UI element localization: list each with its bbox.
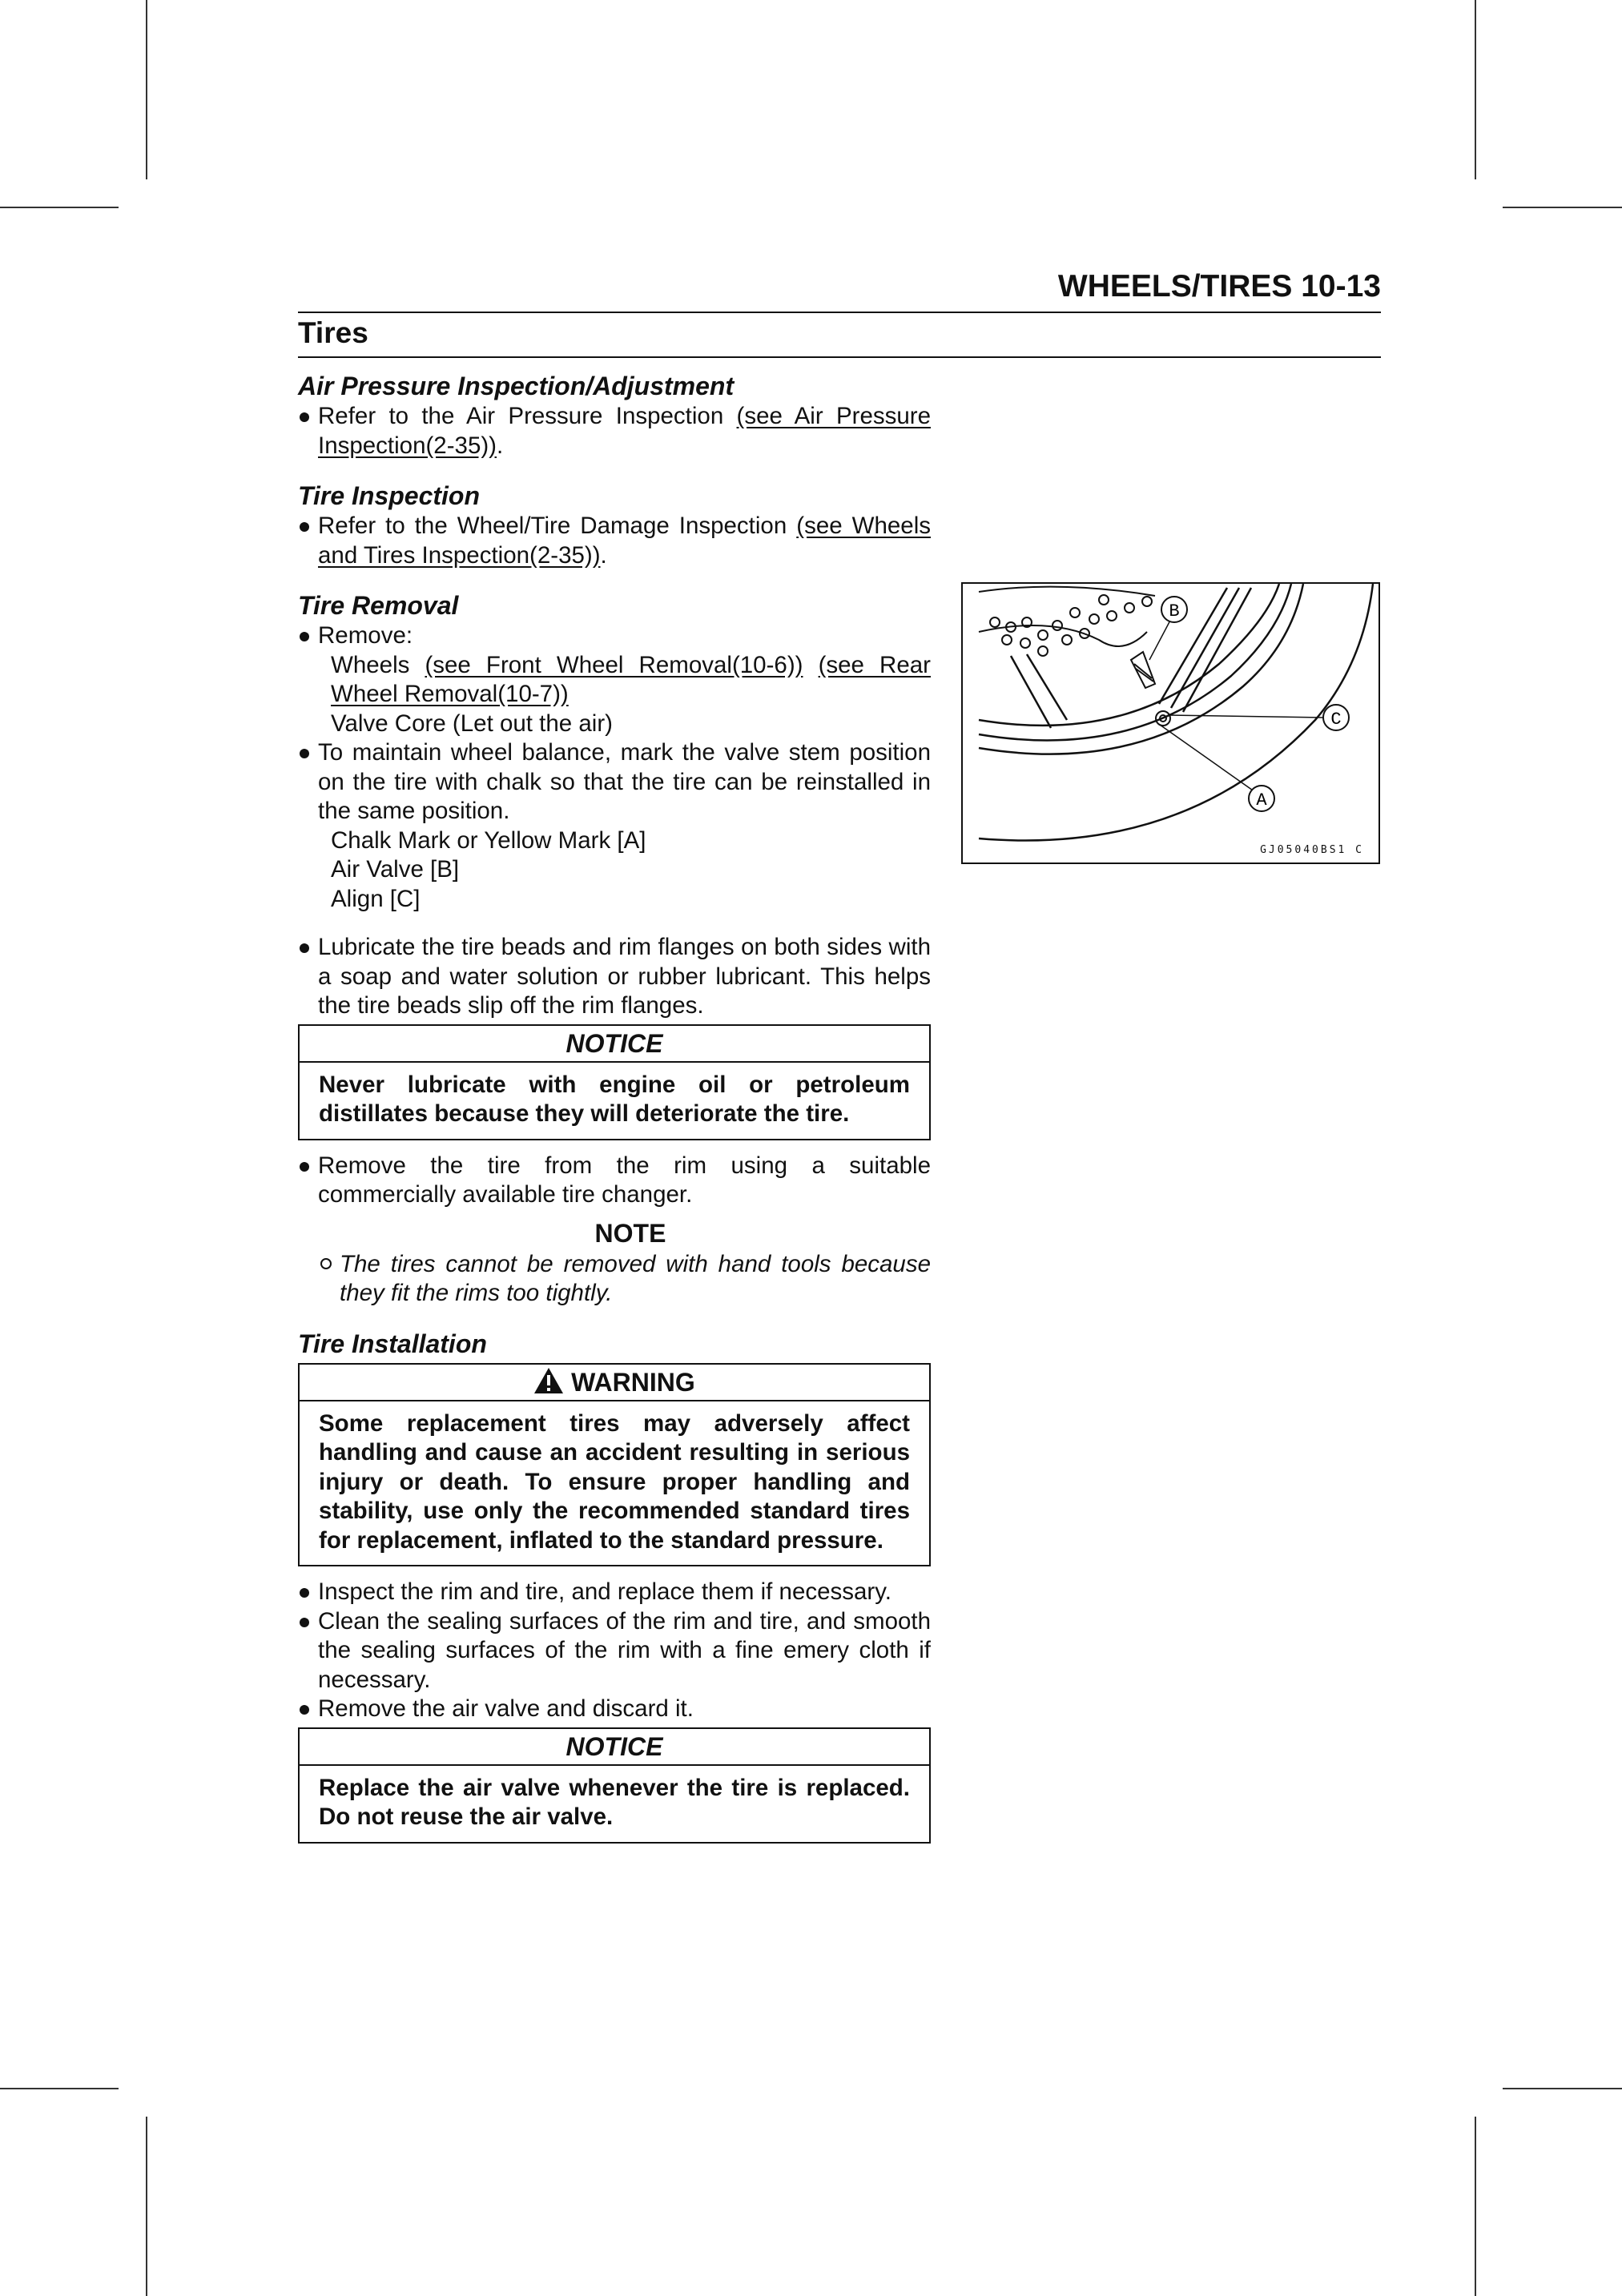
notice-title: NOTICE (300, 1729, 929, 1766)
warning-box (298, 1363, 931, 1567)
warning-body: Some replacement tires may adversely affect handling and cause an accident resulting in serious injury or death. To ensure proper handling and stability, use only the recommended standard tires for replacement, inflated to the standard pressure. (319, 1409, 910, 1554)
bullet-remove-tire: Remove the tire from the rim using a suitable commercially available tire changer. (298, 1152, 931, 1210)
wheel-illustration (963, 584, 1380, 864)
heading-tire-installation: Tire Installation (298, 1329, 487, 1358)
main-column (298, 370, 931, 1847)
notice-box (298, 1727, 931, 1844)
page-title: WHEELS/TIRES 10-13 (1057, 269, 1381, 304)
warning-header (300, 1365, 929, 1401)
bullet-text: Refer to the Wheel/Tire Damage Inspection (318, 513, 797, 539)
callout-b: B (1169, 601, 1180, 621)
bullet-clean-surfaces: Clean the sealing surfaces of the rim and tire, and smooth the sealing surfaces of the rim with a fine emery cloth if necessary. (298, 1607, 931, 1695)
note-title: NOTE (594, 1218, 666, 1248)
bullet-lubricate: Lubricate the tire beads and rim flanges on both sides with a soap and water solution or rubber lubricant. This helps the tire beads slip off the rim flanges. (298, 933, 931, 1021)
crop-mark (1503, 2088, 1622, 2089)
heading-tire-inspection: Tire Inspection (298, 481, 481, 510)
note-text: The tires cannot be removed with hand tools because they fit the rims too tightly. (298, 1250, 931, 1309)
section-title: Tires (298, 316, 368, 349)
heading-tire-removal: Tire Removal (298, 591, 459, 620)
wheels-label: Wheels (331, 651, 425, 678)
bullet-balance: To maintain wheel balance, mark the valve stem position on the tire with chalk so that the tire can be reinstalled in the same position. (298, 738, 931, 826)
bullet-text: Refer to the Air Pressure Inspection (318, 403, 737, 429)
warning-title: WARNING (571, 1367, 695, 1397)
notice-body: Replace the air valve whenever the tire is replaced. Do not reuse the air valve. (319, 1774, 910, 1830)
remove-valve-core: Valve Core (Let out the air) (331, 710, 613, 737)
legend-c: Align [C] (331, 885, 421, 912)
link-wheels-tires-inspection[interactable]: (see Wheels and Tires Inspection(2-35)) (318, 513, 932, 569)
bullet-remove: Remove: (298, 621, 931, 651)
bullet-inspect-rim: Inspect the rim and tire, and replace them if necessary. (298, 1578, 931, 1607)
bullet-tire-inspection (298, 512, 931, 570)
remove-wheels (298, 651, 931, 710)
bullet-air-pressure (298, 402, 931, 460)
crop-mark (146, 0, 147, 179)
crop-mark (0, 207, 119, 208)
bullet-end: . (497, 432, 504, 459)
callout-c: C (1330, 710, 1342, 730)
link-rear-wheel-removal[interactable]: (see Rear Wheel Removal(10-7)) (331, 651, 931, 707)
bullet-remove-valve: Remove the air valve and discard it. (298, 1695, 931, 1724)
warning-icon (533, 1367, 564, 1394)
page-header (298, 264, 1381, 312)
section-rule (298, 356, 1381, 358)
link-front-wheel-removal[interactable]: (see Front Wheel Removal(10-6)) (425, 651, 803, 678)
legend-a: Chalk Mark or Yellow Mark [A] (331, 826, 646, 854)
callout-a: A (1256, 790, 1267, 810)
crop-mark (146, 2117, 147, 2296)
crop-mark (0, 2088, 119, 2089)
heading-air-pressure: Air Pressure Inspection/Adjustment (298, 372, 735, 400)
crop-mark (1475, 2117, 1476, 2296)
figure-code: GJ05040BS1 C (1260, 844, 1364, 856)
notice-body: Never lubricate with engine oil or petroleum distillates because they will deteriorate the tire. (319, 1071, 910, 1127)
tire-valve-figure (961, 582, 1380, 864)
notice-title: NOTICE (300, 1026, 929, 1063)
crop-mark (1475, 0, 1476, 179)
bullet-end: . (600, 541, 607, 569)
legend-b: Air Valve [B] (331, 856, 460, 883)
header-rule (298, 312, 1381, 313)
crop-mark (1503, 207, 1622, 208)
notice-box (298, 1024, 931, 1140)
link-air-pressure[interactable]: (see Air Pressure Inspection(2-35)) (318, 403, 931, 459)
